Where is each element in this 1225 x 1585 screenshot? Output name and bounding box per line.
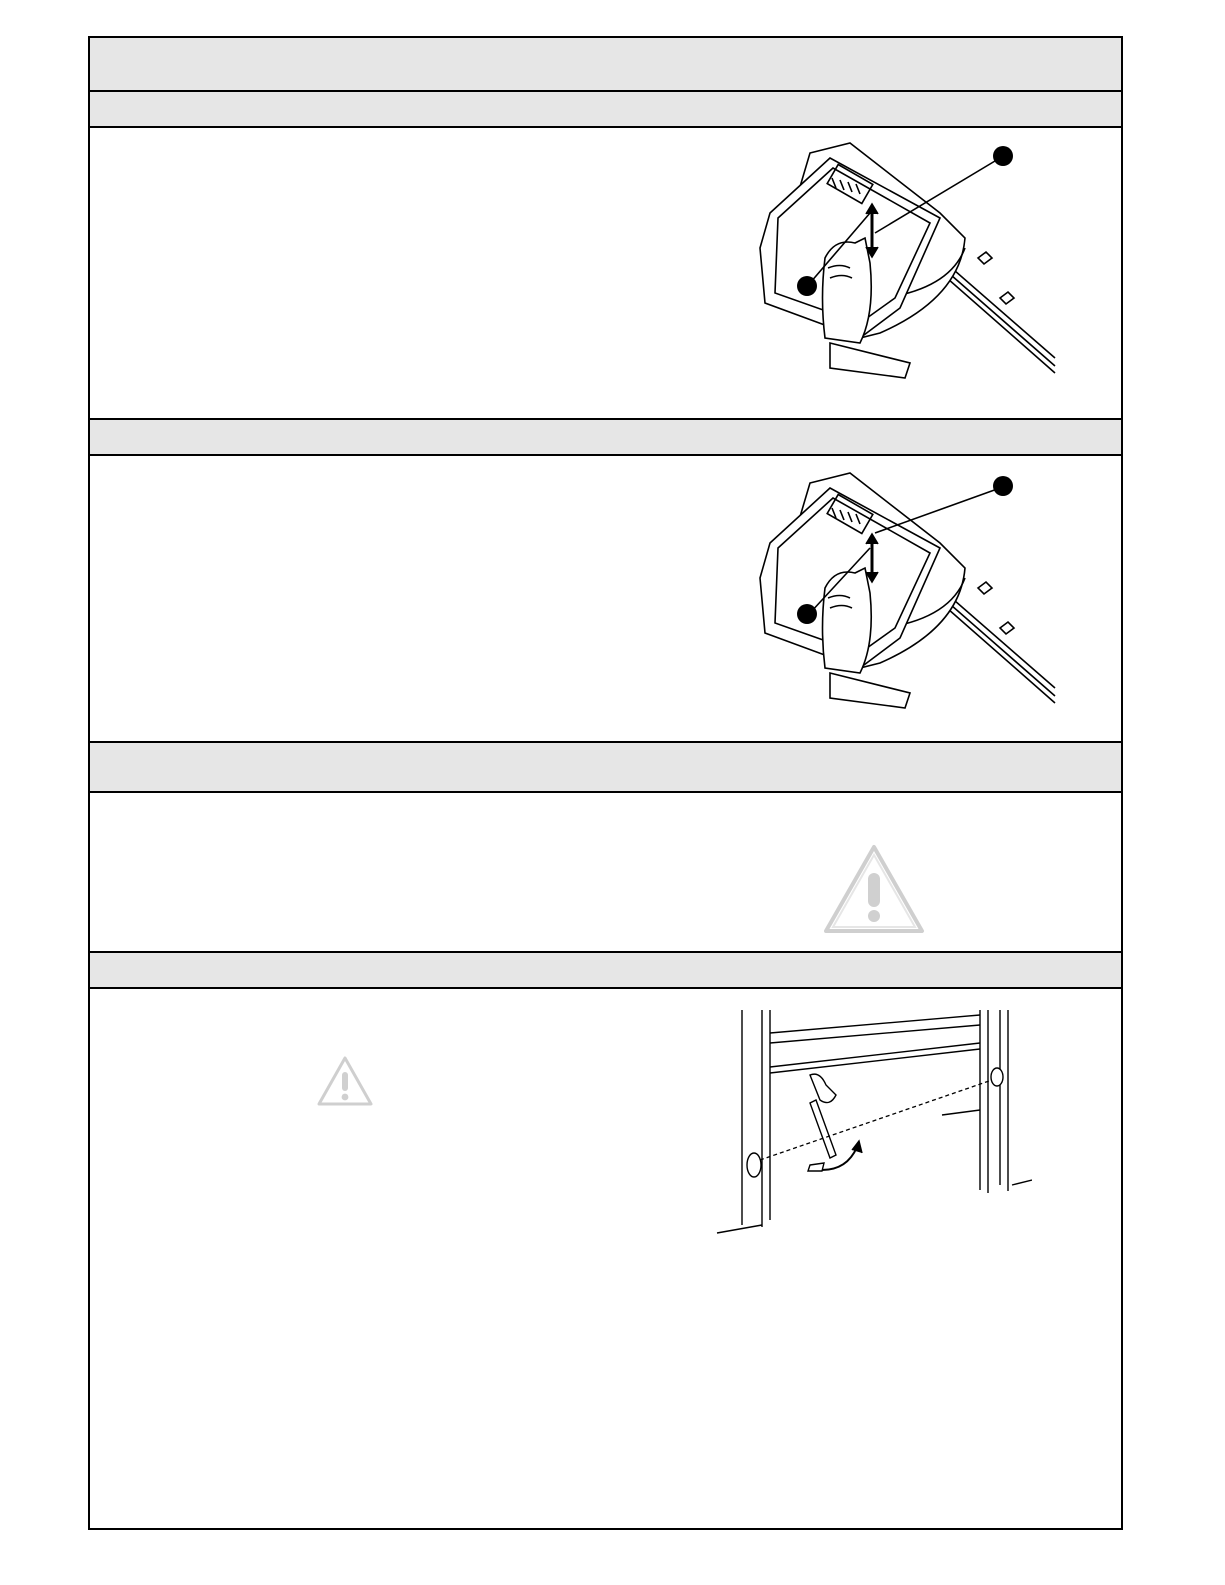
- callout-dot: [993, 146, 1013, 166]
- callout-dot: [993, 476, 1013, 496]
- warning-triangle-icon: [822, 843, 926, 935]
- page-frame: [88, 36, 1123, 1530]
- opener-release-illustration-1: [710, 138, 1060, 393]
- section-3-title-bar: [90, 741, 1121, 793]
- section-3-body: [90, 793, 1121, 951]
- callout-dot: [797, 276, 817, 296]
- section-1-title-bar: [90, 90, 1121, 128]
- page-header: [90, 38, 1121, 92]
- section-2-body: [90, 456, 1121, 741]
- section-2-title-bar: [90, 418, 1121, 456]
- door-photocell-illustration: [712, 1005, 1032, 1240]
- opener-release-illustration-2: [710, 468, 1060, 718]
- warning-triangle-icon: [316, 1055, 374, 1107]
- section-4-title-bar: [90, 951, 1121, 989]
- section-1-body: [90, 128, 1121, 418]
- section-4-body: [90, 989, 1121, 1529]
- callout-dot: [797, 604, 817, 624]
